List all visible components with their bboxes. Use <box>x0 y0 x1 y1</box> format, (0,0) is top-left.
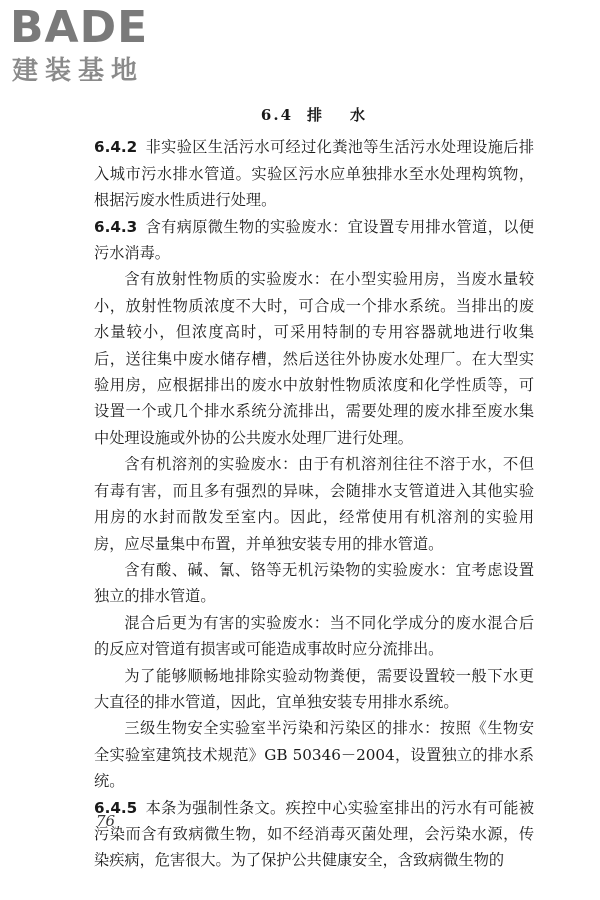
clause-number: 6.4.5 <box>94 798 138 817</box>
body-paragraph: 三级生物安全实验室半污染和污染区的排水：按照《生物安全实验室建筑技术规范》GB 50346－2004，设置独立的排水系统。 <box>94 719 534 791</box>
bade-logo <box>10 2 180 88</box>
section-number: 6.4 <box>260 106 294 124</box>
logo-wordmark: BADE <box>10 2 149 53</box>
paragraph-text: 本条为强制性条文。疾控中心实验室排出的污水有可能被污染而含有致病微生物，如不经消毒灭菌处理，会污染水源，传染疾病，危害很大。为了保护公共健康安全，含致病微生物的 <box>94 798 534 870</box>
clause-paragraph <box>94 214 534 267</box>
body-paragraph: 含有酸、碱、氰、铬等无机污染物的实验废水：宜考虑设置独立的排水管道。 <box>94 560 534 606</box>
section-title-char-2: 水 <box>350 106 368 124</box>
clause-number: 6.4.3 <box>94 217 138 236</box>
clause-paragraph <box>94 795 534 874</box>
section-title-char-1: 排 <box>307 106 351 124</box>
body-paragraph: 含有放射性物质的实验废水：在小型实验用房，当废水量较小，放射性物质浓度不大时，可合成一个排水系统。当排出的废水量较小，但浓度高时，可采用特制的专用容器就地进行收集后，送往集中废水储存槽，然后送往外协废水处理厂。在大型实验用房，应根据排出的废水中放射性物质浓度和化学性质等，可设置一个或几个排水系统分流排出，需要处理的废水排至废水集中处理设施或外协的公共废水处理厂进行处理。 <box>94 270 534 447</box>
logo-subtitle: 建装基地 <box>12 56 145 86</box>
body-paragraph: 含有机溶剂的实验废水：由于有机溶剂往往不溶于水，不但有毒有害，而且多有强烈的异味，会随排水支管道进入其他实验用房的水封而散发至室内。因此，经常使用有机溶剂的实验用房，应尽量集中布置，并单独安装专用的排水管道。 <box>94 455 534 553</box>
paragraph-text: 含有病原微生物的实验废水：宜设置专用排水管道，以便污水消毒。 <box>94 217 534 263</box>
clause-paragraph <box>94 134 534 213</box>
page-number: 76 <box>96 812 116 830</box>
body-paragraph: 为了能够顺畅地排除实验动物粪便，需要设置较一般下水更大直径的排水管道，因此，宜单独安装专用排水系统。 <box>94 666 534 711</box>
body-paragraph: 混合后更为有害的实验废水：当不同化学成分的废水混合后的反应对管道有损害或可能造成事故时应分流排出。 <box>94 613 534 659</box>
section-title <box>94 102 534 128</box>
paragraph-text: 非实验区生活污水可经过化粪池等生活污水处理设施后排入城市污水排水管道。实验区污水应单独排水至水处理构筑物，根据污废水性质进行处理。 <box>94 138 534 210</box>
clause-number: 6.4.2 <box>94 138 138 157</box>
document-page <box>94 102 534 874</box>
